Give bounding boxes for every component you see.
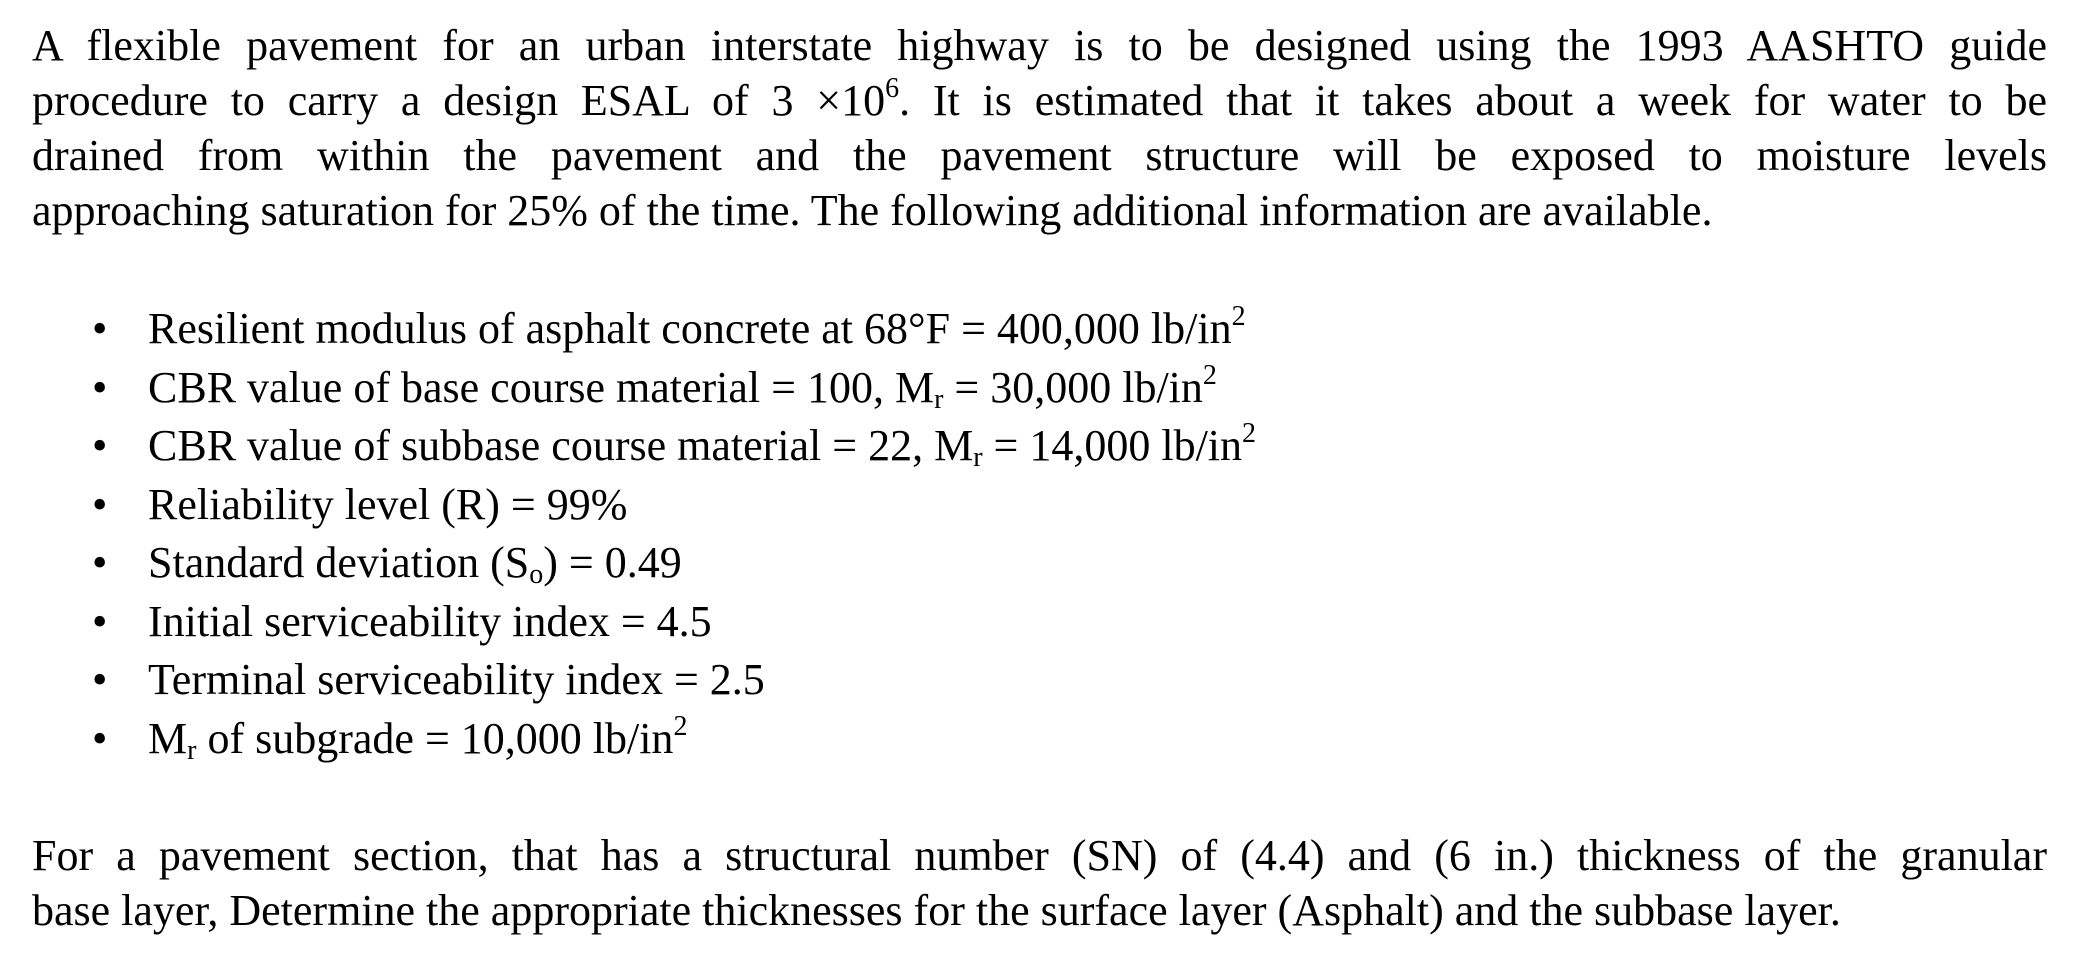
bullet-icon: • [92, 538, 108, 587]
list-item-text-post: = 14,000 lb/in [982, 421, 1243, 470]
intro-line-2 [32, 73, 2047, 128]
list-item-text-post: of subgrade = 10,000 lb/in [196, 713, 674, 763]
list-item-reliability [32, 476, 2047, 535]
bullet-icon: • [92, 479, 108, 529]
esal-exponent: 6 [885, 73, 900, 104]
list-item-text: Reliability level (R) = 99% [148, 479, 628, 529]
list-item-text: M [148, 713, 188, 763]
list-item-subbase-cbr [32, 417, 2047, 476]
bullet-icon: • [92, 655, 108, 704]
subscript: r [187, 734, 197, 766]
bullet-icon: • [92, 596, 108, 646]
problem-document [32, 18, 2047, 938]
question-line-1: For a pavement section, that has a structural number (SN) of (4.4) and (6 in.) thickness of the granular [32, 831, 2047, 880]
bullet-icon: • [92, 421, 108, 470]
question-paragraph [32, 828, 2047, 938]
list-item-initial-serviceability [32, 593, 2047, 652]
intro-line-3: drained from within the pavement and the pavement structure will be exposed to moisture levels [32, 131, 2047, 180]
intro-paragraph [32, 18, 2047, 238]
list-item-text: Standard deviation (S [148, 538, 530, 587]
intro-line-2-post: . It is estimated that it takes about a week for water to be [899, 76, 2047, 125]
unit-exponent: 2 [673, 710, 688, 742]
intro-line-4: approaching saturation for 25% of the time. The following additional information are available. [32, 186, 1713, 235]
list-item-text: Resilient modulus of asphalt concrete at 68°F = 400,000 lb/in [148, 304, 1232, 353]
list-item-standard-deviation [32, 534, 2047, 593]
intro-line-1: A flexible pavement for an urban interstate highway is to be designed using the 1993 AASHTO guide [32, 21, 2047, 70]
subscript: r [934, 383, 944, 415]
intro-line-2-pre: procedure to carry a design ESAL of 3 ×10 [32, 76, 886, 125]
list-item-text: CBR value of subbase course material = 22, M [148, 421, 974, 470]
list-item-text: Terminal serviceability index = 2.5 [148, 655, 765, 704]
bullet-icon: • [92, 362, 108, 412]
list-item-text: Initial serviceability index = 4.5 [148, 596, 712, 646]
list-item-text-post: = 30,000 lb/in [943, 362, 1203, 412]
list-item-text: CBR value of base course material = 100, M [148, 362, 935, 412]
list-item-subgrade-modulus [32, 710, 2047, 769]
unit-exponent: 2 [1231, 301, 1246, 332]
list-item-asphalt-modulus [32, 300, 2047, 359]
unit-exponent: 2 [1202, 359, 1217, 391]
bullet-icon: • [92, 713, 108, 763]
given-data-list [32, 300, 2047, 768]
unit-exponent: 2 [1242, 418, 1257, 449]
list-item-base-cbr [32, 359, 2047, 418]
subscript: o [529, 559, 544, 590]
question-line-2: base layer, Determine the appropriate thicknesses for the surface layer (Asphalt) and the subbase layer. [32, 886, 1841, 935]
subscript: r [973, 442, 983, 473]
bullet-icon: • [92, 304, 108, 353]
list-item-terminal-serviceability [32, 651, 2047, 710]
list-item-text-post: ) = 0.49 [543, 538, 682, 587]
